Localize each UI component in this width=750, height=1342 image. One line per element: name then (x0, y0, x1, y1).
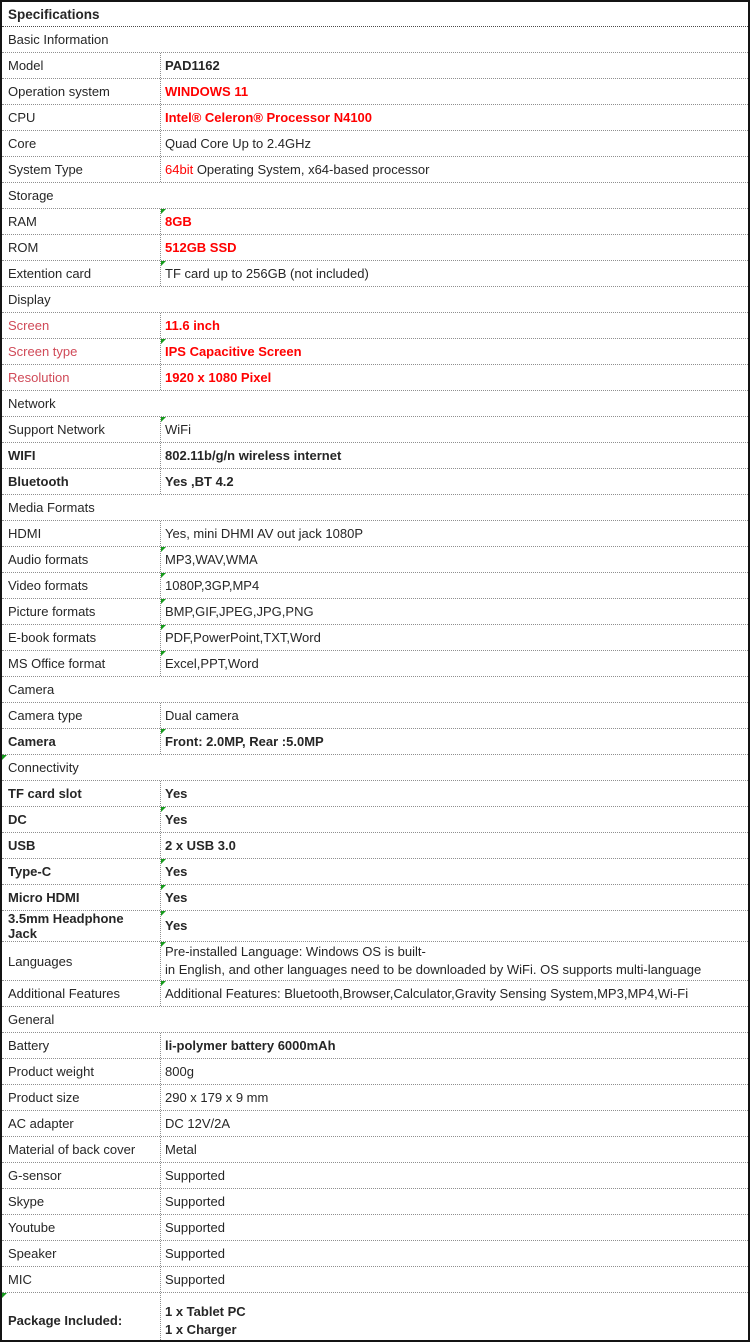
row-value-text: 512GB SSD (165, 239, 237, 255)
row-label-text: Package Included: (8, 1313, 123, 1328)
row-value-text: Supported (165, 1245, 225, 1261)
row-label-text: USB (8, 838, 36, 853)
spec-row (2, 1215, 748, 1241)
row-label-text: Resolution (8, 370, 70, 385)
row-label-text: Core (8, 136, 37, 151)
error-triangle-icon (161, 911, 166, 916)
row-value (160, 1293, 748, 1342)
section-row (2, 677, 748, 703)
row-value-text: 1920 x 1080 Pixel (165, 369, 272, 385)
row-value-text: DC 12V/2A (165, 1115, 231, 1131)
section-row (2, 391, 748, 417)
row-label-text: Picture formats (8, 604, 96, 619)
row-label (2, 1267, 160, 1292)
spec-row (2, 1137, 748, 1163)
spec-row (2, 1293, 748, 1342)
row-value (160, 807, 748, 832)
spec-row (2, 1033, 748, 1059)
spec-row (2, 469, 748, 495)
row-label-text: Speaker (8, 1246, 57, 1261)
spec-row (2, 131, 748, 157)
spec-row (2, 105, 748, 131)
spec-row (2, 1189, 748, 1215)
spec-row (2, 651, 748, 677)
row-value-text: li-polymer battery 6000mAh (165, 1037, 336, 1053)
row-value-text: Quad Core Up to 2.4GHz (165, 135, 311, 151)
error-triangle-icon (161, 547, 166, 552)
row-label (2, 521, 160, 546)
row-value-text: PDF,PowerPoint,TXT,Word (165, 629, 321, 645)
row-label-text: Type-C (8, 864, 52, 879)
row-label-text: TF card slot (8, 786, 82, 801)
section-label: Basic Information (8, 32, 109, 47)
row-value (160, 981, 748, 1006)
row-value (160, 1163, 748, 1188)
row-label (2, 1215, 160, 1240)
row-value-text: 11.6 inch (165, 317, 220, 333)
spec-row (2, 313, 748, 339)
spec-row (2, 807, 748, 833)
row-value-text: TF card up to 256GB (not included) (165, 265, 369, 281)
error-triangle-icon (2, 1293, 7, 1298)
row-label (2, 1163, 160, 1188)
row-value (160, 1033, 748, 1058)
row-label (2, 651, 160, 676)
row-value (160, 521, 748, 546)
row-label (2, 981, 160, 1006)
row-value-text: Metal (165, 1141, 197, 1157)
spec-row (2, 981, 748, 1007)
spec-row (2, 443, 748, 469)
row-value (160, 599, 748, 624)
error-triangle-icon (161, 573, 166, 578)
row-label (2, 1033, 160, 1058)
row-label (2, 313, 160, 338)
table-header-row (2, 2, 748, 27)
section-row (2, 495, 748, 521)
row-value (160, 573, 748, 598)
spec-row (2, 417, 748, 443)
row-label (2, 365, 160, 390)
section-label: Camera (8, 682, 55, 697)
row-label (2, 417, 160, 442)
spec-row (2, 833, 748, 859)
row-label-text: Extention card (8, 266, 92, 281)
row-label (2, 599, 160, 624)
row-label-text: Operation system (8, 84, 110, 99)
section-row (2, 1007, 748, 1033)
row-label-text: Skype (8, 1194, 45, 1209)
row-label-text: MIC (8, 1272, 32, 1287)
row-value (160, 781, 748, 806)
spec-row (2, 911, 748, 942)
row-label (2, 1137, 160, 1162)
row-value (160, 1085, 748, 1110)
error-triangle-icon (161, 599, 166, 604)
row-label (2, 157, 160, 182)
row-label-text: Battery (8, 1038, 50, 1053)
row-value-line: 1 x Tablet PC (165, 1303, 246, 1319)
spec-row (2, 1241, 748, 1267)
row-label-text: 3.5mm Headphone Jack (8, 911, 124, 941)
spec-rows (2, 27, 748, 1342)
error-triangle-icon (161, 885, 166, 890)
row-value (160, 261, 748, 286)
error-triangle-icon (161, 942, 166, 947)
row-value-text: 2 x USB 3.0 (165, 837, 236, 853)
row-value-line: in English, and other languages need to be downloaded by WiFi. OS supports multi-language (165, 962, 702, 977)
value-part: 64bit (165, 161, 197, 177)
row-value (160, 1189, 748, 1214)
row-label-text: Material of back cover (8, 1142, 136, 1157)
spec-row (2, 1059, 748, 1085)
row-value (160, 1241, 748, 1266)
error-triangle-icon (161, 981, 166, 986)
row-value (160, 547, 748, 572)
row-value (160, 833, 748, 858)
row-value-text: Supported (165, 1271, 225, 1287)
row-value (160, 859, 748, 884)
row-value-text: 290 x 179 x 9 mm (165, 1089, 269, 1105)
row-label-text: MS Office format (8, 656, 106, 671)
row-label (2, 833, 160, 858)
error-triangle-icon (161, 729, 166, 734)
row-value (160, 417, 748, 442)
spec-row (2, 859, 748, 885)
section-label: Media Formats (8, 500, 95, 515)
error-triangle-icon (161, 417, 166, 422)
row-label (2, 1293, 160, 1342)
error-triangle-icon (161, 209, 166, 214)
spec-row (2, 781, 748, 807)
row-value (160, 625, 748, 650)
row-value (160, 729, 748, 754)
row-value-text: Yes ,BT 4.2 (165, 473, 234, 489)
row-label-text: Bluetooth (8, 474, 69, 489)
row-value (160, 885, 748, 910)
row-label (2, 942, 160, 980)
row-label-text: E-book formats (8, 630, 97, 645)
spec-row (2, 1085, 748, 1111)
row-label-text: WIFI (8, 448, 36, 463)
row-label-text: ROM (8, 240, 39, 255)
row-label (2, 1085, 160, 1110)
row-value-text: Supported (165, 1167, 225, 1183)
row-label (2, 469, 160, 494)
row-label-text: Screen type (8, 344, 78, 359)
row-value-text: Yes (165, 863, 188, 879)
row-value (160, 651, 748, 676)
row-label (2, 547, 160, 572)
row-label (2, 235, 160, 260)
row-label-text: HDMI (8, 526, 42, 541)
error-triangle-icon (161, 651, 166, 656)
error-triangle-icon (161, 807, 166, 812)
spec-row (2, 157, 748, 183)
row-label-text: Product size (8, 1090, 80, 1105)
spec-row (2, 703, 748, 729)
spec-row (2, 261, 748, 287)
row-label-text: Model (8, 58, 44, 73)
row-label (2, 573, 160, 598)
row-value-text: WINDOWS 11 (165, 83, 249, 99)
row-label (2, 131, 160, 156)
row-value (160, 235, 748, 260)
row-label (2, 859, 160, 884)
row-value-text: Additional Features: Bluetooth,Browser,Calculator,Gravity Sensing System,MP3,MP4,Wi-Fi (165, 985, 689, 1001)
row-label-text: RAM (8, 214, 37, 229)
row-value-text: Front: 2.0MP, Rear :5.0MP (165, 733, 324, 749)
error-triangle-icon (2, 755, 7, 760)
row-label-text: DC (8, 812, 27, 827)
row-label (2, 443, 160, 468)
row-value-text: Supported (165, 1193, 225, 1209)
section-label: Connectivity (8, 760, 79, 775)
row-label (2, 1241, 160, 1266)
row-value-text: MP3,WAV,WMA (165, 551, 258, 567)
row-value-text: IPS Capacitive Screen (165, 343, 302, 359)
spec-row (2, 79, 748, 105)
row-value-text: Yes, mini DHMI AV out jack 1080P (165, 525, 363, 541)
row-value-text: 800g (165, 1063, 194, 1079)
row-label (2, 625, 160, 650)
row-value (160, 1267, 748, 1292)
row-value (160, 53, 748, 78)
row-value-text: Yes (165, 918, 188, 933)
row-label-text: System Type (8, 162, 83, 177)
row-value-text: 802.11b/g/n wireless internet (165, 447, 342, 463)
row-value-text: 1080P,3GP,MP4 (165, 577, 260, 593)
row-value-text: Excel,PPT,Word (165, 655, 259, 671)
row-value-line: Pre-installed Language: Windows OS is built- (165, 944, 426, 959)
spec-row (2, 209, 748, 235)
row-value-text: Yes (165, 785, 188, 801)
row-value (160, 1059, 748, 1084)
row-label (2, 911, 160, 941)
spec-row (2, 365, 748, 391)
spec-row (2, 339, 748, 365)
row-label (2, 807, 160, 832)
row-value (160, 911, 748, 941)
row-value (160, 313, 748, 338)
row-label (2, 729, 160, 754)
row-label-text: Screen (8, 318, 50, 333)
row-value (160, 79, 748, 104)
row-value-text (165, 161, 744, 179)
section-row (2, 755, 748, 781)
row-label-text: Product weight (8, 1064, 94, 1079)
row-label-text: CPU (8, 110, 36, 125)
spec-row (2, 729, 748, 755)
row-label-text: Languages (8, 953, 73, 969)
spec-row (2, 235, 748, 261)
spec-row (2, 547, 748, 573)
row-value-text: Yes (165, 811, 188, 827)
row-label (2, 885, 160, 910)
row-label-text: Audio formats (8, 552, 89, 567)
row-label-text: Youtube (8, 1220, 56, 1235)
row-label-text: Additional Features (8, 986, 121, 1001)
row-value (160, 131, 748, 156)
row-label-text: AC adapter (8, 1116, 74, 1131)
row-value (160, 365, 748, 390)
row-value-text: 8GB (165, 213, 192, 229)
error-triangle-icon (161, 625, 166, 630)
row-label (2, 53, 160, 78)
row-value-text: Intel® Celeron® Processor N4100 (165, 109, 373, 125)
row-label-text: Video formats (8, 578, 88, 593)
spec-row (2, 1163, 748, 1189)
spec-row (2, 53, 748, 79)
row-label (2, 79, 160, 104)
row-value-text: WiFi (165, 421, 191, 437)
section-row (2, 287, 748, 313)
row-value (160, 469, 748, 494)
row-value (160, 105, 748, 130)
spec-row (2, 1267, 748, 1293)
row-value (160, 209, 748, 234)
error-triangle-icon (161, 859, 166, 864)
spec-row (2, 625, 748, 651)
row-label (2, 1189, 160, 1214)
spec-row (2, 573, 748, 599)
spec-row (2, 942, 748, 981)
row-label (2, 1111, 160, 1136)
value-part: Operating System, x64-based processor (196, 161, 430, 177)
row-value-line: 1 x Charger (165, 1321, 237, 1337)
row-value-text: BMP,GIF,JPEG,JPG,PNG (165, 603, 314, 619)
section-label: Display (8, 292, 51, 307)
row-value (160, 157, 748, 182)
row-label (2, 105, 160, 130)
section-label: General (8, 1012, 55, 1027)
section-row (2, 27, 748, 53)
row-label-text: Camera type (8, 708, 83, 723)
spec-row (2, 885, 748, 911)
row-label (2, 261, 160, 286)
row-value-text: Dual camera (165, 707, 239, 723)
error-triangle-icon (161, 261, 166, 266)
row-label-text: Camera (8, 734, 56, 749)
row-value-text: Supported (165, 1219, 225, 1235)
row-label-text: Micro HDMI (8, 890, 80, 905)
row-value (160, 703, 748, 728)
spec-row (2, 521, 748, 547)
section-label: Network (8, 396, 56, 411)
row-value (160, 942, 748, 980)
section-label: Storage (8, 188, 54, 203)
table-title: Specifications (8, 6, 100, 22)
row-value (160, 1215, 748, 1240)
row-value (160, 443, 748, 468)
row-label (2, 781, 160, 806)
spec-row (2, 1111, 748, 1137)
row-label-text: G-sensor (8, 1168, 62, 1183)
row-value (160, 339, 748, 364)
row-label-text: Support Network (8, 422, 105, 437)
row-label (2, 703, 160, 728)
row-label (2, 209, 160, 234)
section-row (2, 183, 748, 209)
row-label (2, 339, 160, 364)
row-label (2, 1059, 160, 1084)
row-value (160, 1137, 748, 1162)
error-triangle-icon (161, 339, 166, 344)
row-value (160, 1111, 748, 1136)
row-value-text: PAD1162 (165, 57, 220, 73)
row-value-text: Yes (165, 889, 188, 905)
spec-row (2, 599, 748, 625)
